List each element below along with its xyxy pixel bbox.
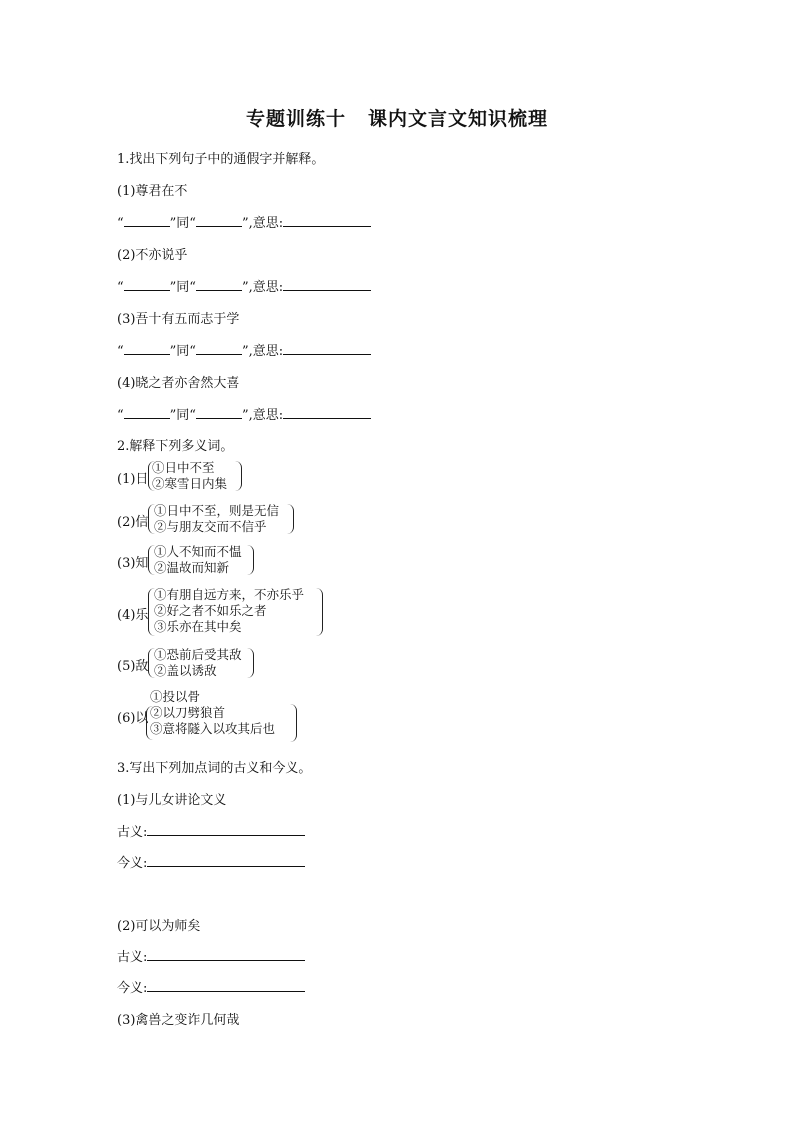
- polysemy-item: ②盖以诱敌: [154, 663, 217, 678]
- polysemy-item: ①日中不至，则是无信: [154, 503, 280, 518]
- right-brace: [247, 648, 254, 678]
- polysemy-label: (5)敌: [117, 659, 149, 674]
- q3-heading: 3.写出下列加点词的古义和今义。: [117, 761, 312, 776]
- q1-heading: 1.找出下列句子中的通假字并解释。: [117, 152, 325, 167]
- polysemy-item: ①有朋自远方来，不亦乐乎: [154, 587, 305, 602]
- right-brace: [290, 704, 297, 742]
- title-main: 专题训练十: [245, 108, 346, 130]
- page-title: [0, 104, 794, 131]
- blank-field[interactable]: [147, 948, 305, 961]
- polysemy-label: (3)知: [117, 556, 149, 571]
- polysemy-item: ①人不知而不愠: [154, 544, 242, 559]
- blank-field[interactable]: [283, 342, 371, 355]
- polysemy-label: (6)以: [117, 711, 149, 726]
- blank-field[interactable]: [147, 979, 305, 992]
- polysemy-label: (4)乐: [117, 608, 149, 623]
- polysemy-item: ②以刀劈狼首: [150, 705, 226, 720]
- blank-field[interactable]: [147, 823, 305, 836]
- polysemy-group-ri: [117, 459, 277, 493]
- blank-field[interactable]: [124, 406, 170, 419]
- polysemy-group-di: [117, 646, 277, 680]
- right-brace: [287, 504, 294, 534]
- q2-heading: 2.解释下列多义词。: [117, 439, 234, 454]
- blank-field[interactable]: [283, 406, 371, 419]
- q1-item-4-answer-line: “ ”同“ ”,意思:: [117, 404, 371, 423]
- polysemy-label: (2)信: [117, 515, 149, 530]
- polysemy-item: ②好之者不如乐之者: [154, 603, 267, 618]
- q3-item-3-label: (3)禽兽之变诈几何哉: [117, 1013, 240, 1028]
- blank-field[interactable]: [124, 278, 170, 291]
- polysemy-item: ②寒雪日内集: [152, 476, 228, 491]
- q3-item-1-ancient-line: 古义:: [117, 821, 305, 840]
- q1-item-2-label: (2)不亦说乎: [117, 248, 188, 263]
- q1-item-3-answer-line: “ ”同“ ”,意思:: [117, 340, 371, 359]
- polysemy-item: ①投以骨: [150, 689, 201, 704]
- blank-field[interactable]: [196, 278, 242, 291]
- blank-field[interactable]: [283, 278, 371, 291]
- q3-item-2-modern-line: 今义:: [117, 977, 305, 996]
- polysemy-group-le: [117, 586, 337, 638]
- polysemy-label: (1)日: [117, 472, 149, 487]
- q3-item-2-label: (2)可以为师矣: [117, 919, 201, 934]
- q1-item-1-label: (1)尊君在不: [117, 184, 188, 199]
- title-sub: 课内文言文知识梳理: [368, 108, 549, 130]
- q1-item-2-answer-line: “ ”同“ ”,意思:: [117, 276, 371, 295]
- polysemy-item: ③意将隧入以攻其后也: [150, 721, 276, 736]
- blank-field[interactable]: [124, 342, 170, 355]
- blank-field[interactable]: [196, 342, 242, 355]
- q3-item-1-label: (1)与儿女讲论文义: [117, 793, 227, 808]
- right-brace: [316, 588, 323, 636]
- blank-field[interactable]: [196, 406, 242, 419]
- q3-item-1-modern-line: 今义:: [117, 852, 305, 871]
- blank-field[interactable]: [283, 214, 371, 227]
- polysemy-item: ②温故而知新: [154, 560, 230, 575]
- polysemy-group-zhi: [117, 543, 277, 577]
- right-brace: [235, 461, 242, 491]
- polysemy-item: ①恐前后受其敌: [154, 647, 242, 662]
- polysemy-item: ②与朋友交而不信乎: [154, 519, 267, 534]
- polysemy-item: ①日中不至: [152, 460, 215, 475]
- polysemy-group-yi: [117, 688, 317, 742]
- polysemy-group-xin: [117, 502, 317, 536]
- q1-item-4-label: (4)晓之者亦舍然大喜: [117, 376, 240, 391]
- blank-field[interactable]: [124, 214, 170, 227]
- blank-field[interactable]: [196, 214, 242, 227]
- blank-field[interactable]: [147, 854, 305, 867]
- right-brace: [247, 545, 254, 575]
- q1-item-1-answer-line: “ ”同“ ”,意思:: [117, 212, 371, 231]
- polysemy-item: ③乐亦在其中矣: [154, 619, 242, 634]
- q1-item-3-label: (3)吾十有五而志于学: [117, 312, 240, 327]
- q3-item-2-ancient-line: 古义:: [117, 946, 305, 965]
